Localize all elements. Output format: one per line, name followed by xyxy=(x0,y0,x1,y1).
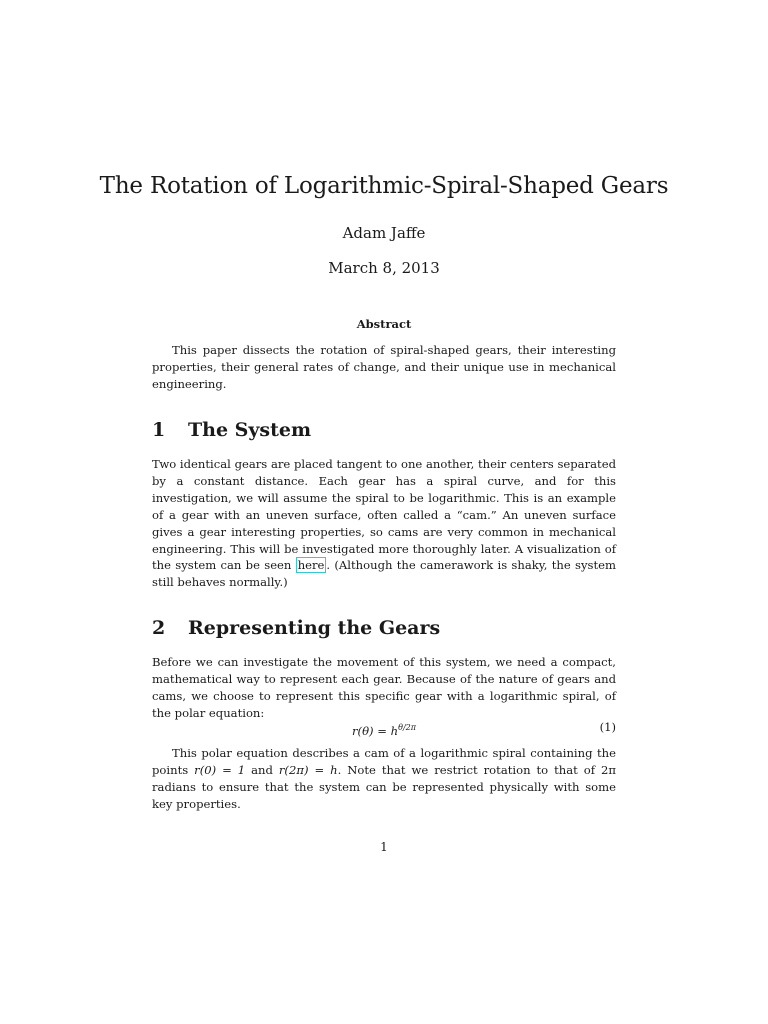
para2-part1: This polar equation describes a cam of a logarithmic spiral containing the points xyxy=(152,746,616,777)
abstract-heading: Abstract xyxy=(356,317,412,331)
section-2-number: 2 xyxy=(152,617,166,639)
section-1-title: The System xyxy=(188,419,312,441)
equation-exponent: θ/2π xyxy=(398,723,416,732)
section-2-paragraph: Before we can investigate the movement of this system, we need a compact, mathematical way to represent each gear. Because of the nature of gears and cams, we choose to represent this specific gear with a logarithmic spiral, of the polar equation: xyxy=(152,655,616,720)
para2-and: and xyxy=(251,762,273,777)
video-link[interactable]: here xyxy=(297,558,325,573)
publication-date: March 8, 2013 xyxy=(328,259,440,277)
point-1: r(0) = 1 xyxy=(194,762,246,777)
section-1-text-after-link: . (Although the camerawork is shaky, the system still behaves normally.) xyxy=(152,558,616,590)
para2-part2: . Note that we restrict rotation to that of 2π radians to ensure that the system can be represented physically with some key properties. xyxy=(152,762,617,811)
equation-lhs: r(θ) = h xyxy=(352,724,399,738)
equation-number: (1) xyxy=(599,720,616,734)
page-number: 1 xyxy=(380,840,388,854)
section-2-paragraph-2 xyxy=(152,745,616,813)
abstract-text: This paper dissects the rotation of spiral-shaped gears, their interesting properties, their general rates of change, and their unique use in mechanical engineering. xyxy=(152,343,616,391)
paper-title: The Rotation of Logarithmic-Spiral-Shaped Gears xyxy=(99,173,669,199)
equation-formula xyxy=(152,719,616,740)
section-1-text: Two identical gears are placed tangent to one another, their centers separated by a constant distance. Each gear has a spiral curve, and for this investigation, we will assume the spiral to be logarithmic. This is an example of a gear with an uneven surface, often called a “cam.” An uneven surface gives a gear interesting properties, so cams are very common in mechanical engineering. This will be investigated more thoroughly later. A visualization of the system can be seen xyxy=(152,457,616,573)
point-2: r(2π) = h xyxy=(278,762,338,777)
section-1-paragraph xyxy=(152,456,616,591)
author-name: Adam Jaffe xyxy=(342,224,426,242)
section-2-heading xyxy=(152,615,616,641)
section-1-number: 1 xyxy=(152,419,166,441)
section-1-heading xyxy=(152,417,616,443)
section-2-title: Representing the Gears xyxy=(188,617,441,639)
